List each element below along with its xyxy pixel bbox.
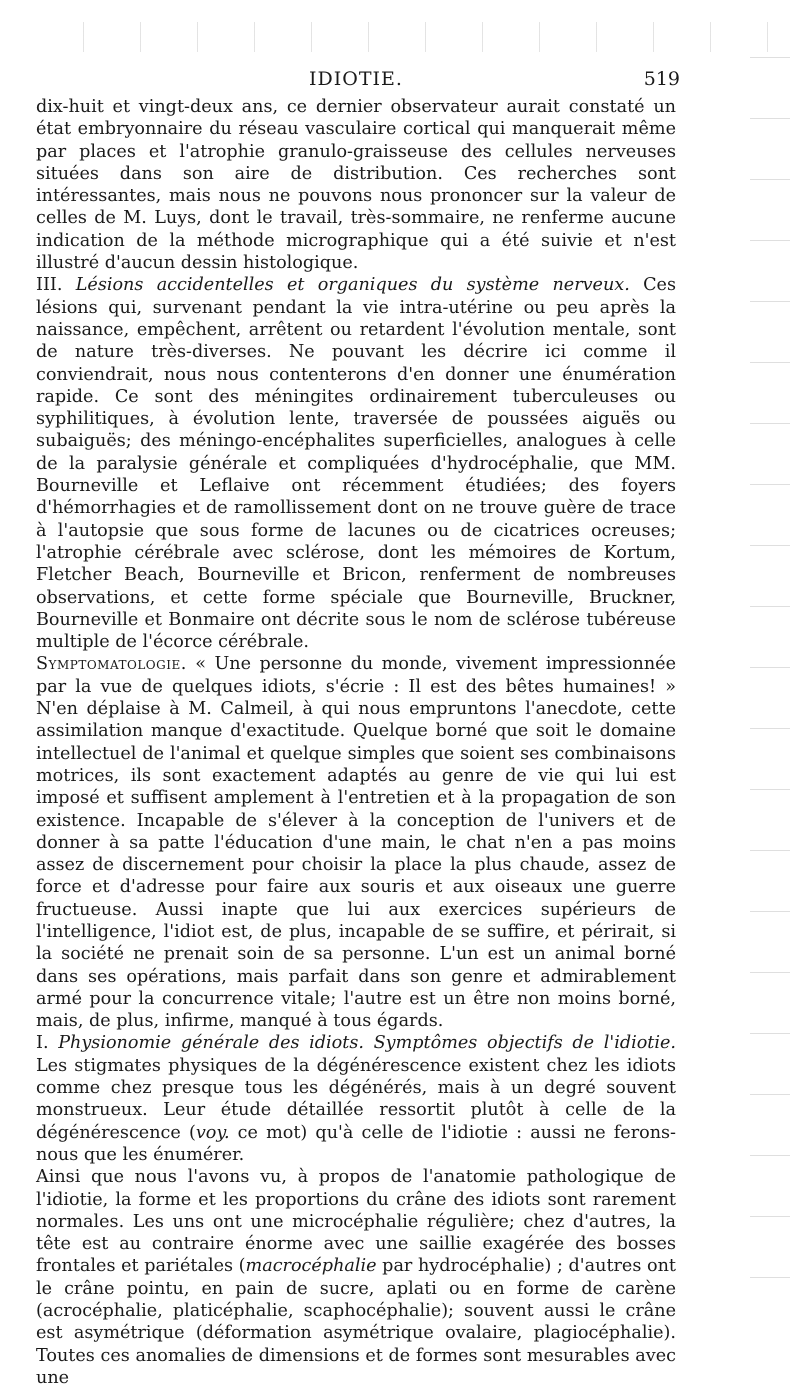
paragraph-5-text-a: Ainsi que nous l'avons vu, à propos de l'anatomie pathologique de l'idiotie, la forme et les proportions du crâne des idiots sont rarement normales. Les uns ont une microcéphalie régulière; chez d'autres, la tête est au contraire énorme avec une saillie exagérée des bosses frontales et pariétales ( <box>36 1167 676 1277</box>
scan-noise-margin <box>750 20 790 1320</box>
running-title: IDIOTIE. <box>309 68 403 90</box>
paragraph-3 <box>36 653 676 1032</box>
section-heading-symptomatologie: Symptomatologie. <box>36 654 187 675</box>
body-text <box>36 96 676 1389</box>
paragraph-2-text: Ces lésions qui, survenant pendant la vie intra-utérine ou peu après la naissance, empêchent, arrêtent ou retardent l'évolution mentale, sont de nature très-diverses. Ne pouvant les décrire ici comme il conviendrait, nous nous contenterons d'en donner une énumération rapide. Ce sont des méningites ordinairement tuberculeuses ou syphilitiques, à évolution lente, traversée de poussées aiguës ou subaiguës; des méningo-encéphalites superficielles, analogues à celle de la paralysie générale et compliquées d'hydrocéphalie, que MM. Bourneville et Leflaive ont récemment étudiées; des foyers d'hémorrhagies et de ramollissement dont on ne trouve guère de trace à l'autopsie que sous forme de lacunes ou de cicatrices ocreuses; l'atrophie cérébrale avec sclérose, dont les mémoires de Kortum, Fletcher Beach, Bourneville et Bricon, renferment de nombreuses observations, et cette forme spéciale que Bourneville, Bruckner, Bourneville et Bonmaire ont décrite sous le nom de sclérose tubéreuse multiple de l'écorce cérébrale. <box>36 275 676 653</box>
subsection-heading-physionomie: Physionomie générale des idiots. <box>58 1033 364 1054</box>
subsection-number: I. <box>36 1033 59 1054</box>
page-number: 519 <box>643 68 680 90</box>
section-number: III. <box>36 275 76 296</box>
scan-noise-top <box>60 22 770 52</box>
paragraph-3-text: « Une personne du monde, vivement impressionnée par la vue de quelques idiots, s'écrie : Il est des bêtes humaines! » N'en déplaise à M. Calmeil, à qui nous empruntons l'anecdote, cette assimilation manque d'exactitude. Quelque borné que soit le domaine intellectuel de l'animal et quelque simples que soient ses combinaisons motrices, ils sont exactement adaptés au genre de vie qui lui est imposé et suffisent amplement à l'entretien et à la propagation de son existence. Incapable de s'élever à la conception de l'univers et de donner à sa patte l'éducation d'une main, le chat n'en a pas moins assez de discernement pour choisir la place la plus chaude, assez de force et d'adresse pour faire aux souris et aux oiseaux une guerre fructueuse. Aussi inapte que lui aux exercices supérieurs de l'intelligence, l'idiot est, de plus, incapable de se suffire, et périrait, si la société ne prenait soin de sa personne. L'un est un animal borné dans ses opérations, mais parfait dans son genre et admirablement armé pour la concurrence vitale; l'autre est un être non moins borné, mais, de plus, infirme, manqué à tous égards. <box>36 654 676 1032</box>
paragraph-4 <box>36 1032 676 1166</box>
section-heading-lesions: Lésions accidentelles et organiques du système nerveux. <box>75 275 630 296</box>
paragraph-2 <box>36 274 676 653</box>
page-header <box>36 62 680 96</box>
paragraph-1-text: dix-huit et vingt-deux ans, ce dernier observateur aurait constaté un état embryonnaire du réseau vasculaire cortical qui manquerait même par places et l'atrophie granulo-graisseuse des cellules nerveuses situées dans son aire de distribution. Ces recherches sont intéressantes, mais nous ne pouvons nous prononcer sur la valeur de celles de M. Luys, dont le travail, très-sommaire, ne renferme aucune indication de la méthode micrographique qui a été suivie et n'est illustré d'aucun dessin histologique. <box>36 97 676 274</box>
term-macrocephalie: macrocéphalie <box>245 1256 377 1277</box>
paragraph-5-text-b: par hydrocéphalie) ; d'autres ont le crâne pointu, en pain de sucre, aplati ou en forme de carène (acrocéphalie, platicéphalie, scaphocéphalie); souvent aussi le crâne est asymétrique (déformation asymétrique ovalaire, plagiocéphalie). Toutes ces anomalies de dimensions et de formes sont mesurables avec une <box>36 1256 676 1388</box>
document-page <box>36 62 680 1389</box>
paragraph-4-text-b: ce mot) qu'à celle de l'idiotie : aussi ne ferons-nous que les énumérer. <box>36 1122 677 1165</box>
heading-space <box>364 1033 374 1053</box>
paragraph-1 <box>36 96 676 274</box>
paragraph-5 <box>36 1166 676 1389</box>
paragraph-4-text-a: Les stigmates physiques de la dégénérescence existent chez les idiots comme chez presque tous les dégénérés, mais à un degré souvent monstrueux. Leur étude détaillée ressortit plutôt à celle de la dégénérescence ( <box>36 1055 676 1143</box>
cross-reference-voy: voy. <box>195 1122 230 1143</box>
subsection-heading-symptomes: Symptômes objectifs de l'idiotie. <box>373 1033 677 1054</box>
